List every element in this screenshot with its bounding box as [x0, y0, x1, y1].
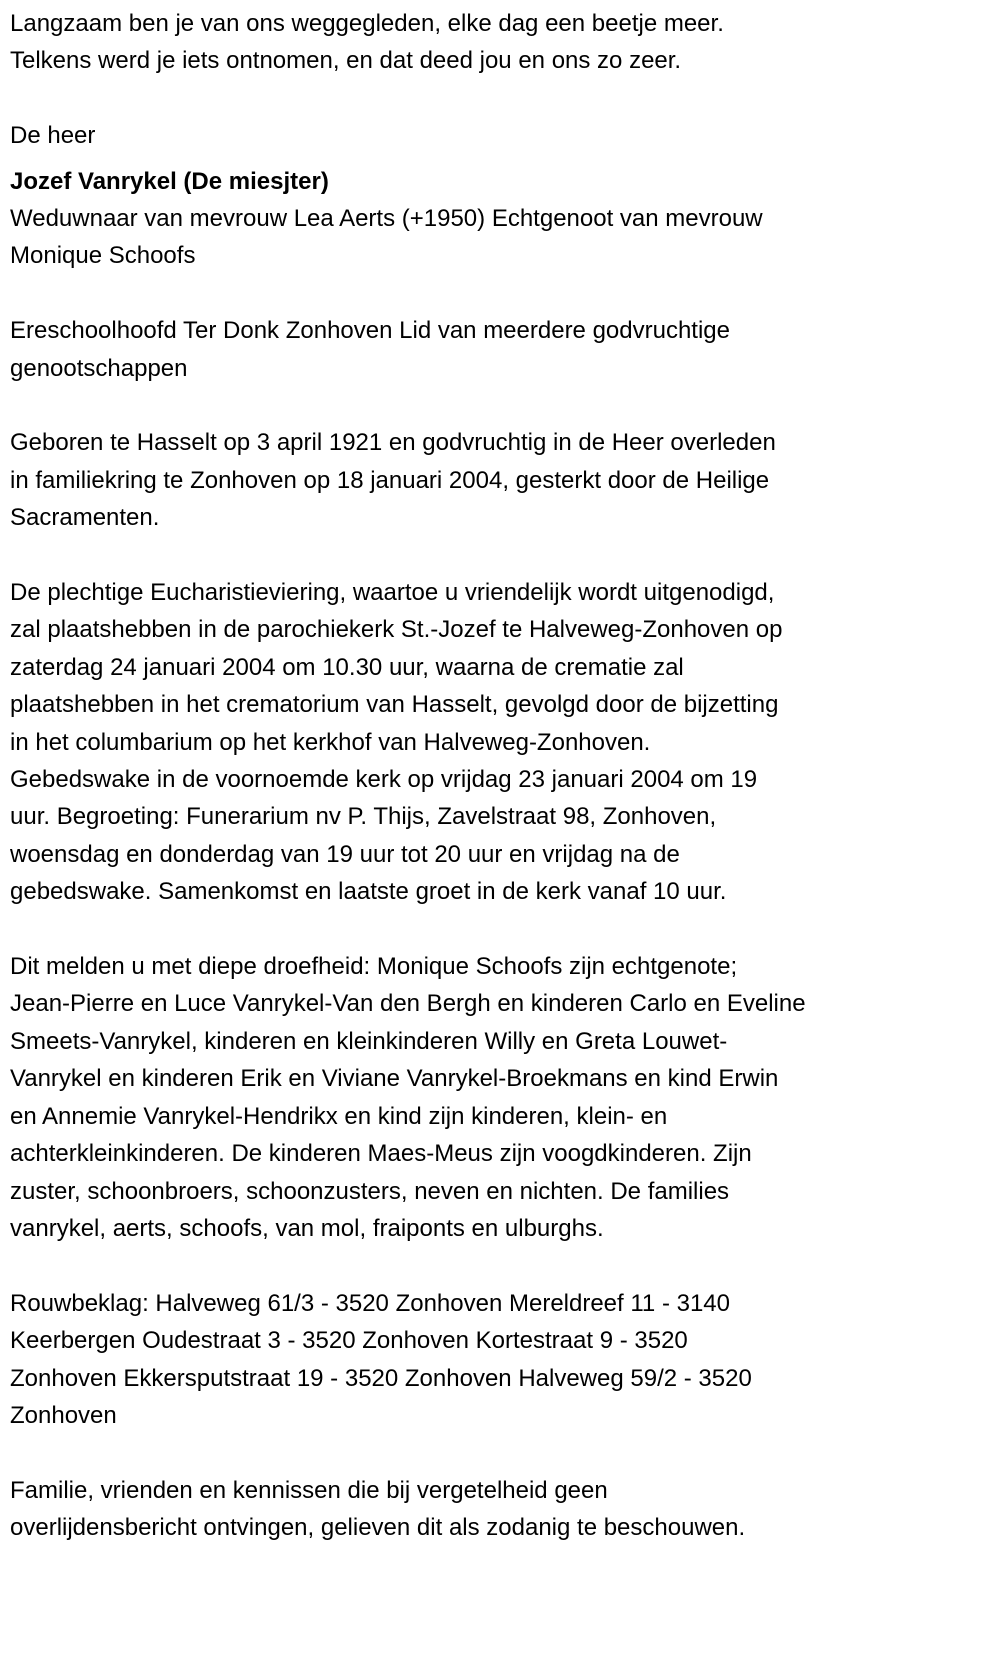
- deceased-name: Jozef Vanrykel (De miesjter): [10, 167, 329, 195]
- birth-death-info: Geboren te Hasselt op 3 april 1921 en godvruchtig in de Heer overleden in familiekring te Zonhoven op 18 januari 2004, gesterkt door de Heilige Sacramenten.: [10, 429, 776, 532]
- ceremony-info: De plechtige Eucharistieviering, waartoe u vriendelijk wordt uitgenodigd, zal plaatshebben in de parochiekerk St.-Jozef te Halveweg-Zonhoven op zaterdag 24 januari 2004 om 10.30 uur, waarna de crematie zal plaatshebben in het crematorium van Hasselt, gevolgd door de bijzetting in het columbarium op het kerkhof van Halveweg-Zonhoven. Gebedswake in de voornoemde kerk op vrijdag 23 januari 2004 om 19 uur. Begroeting: Funerarium nv P. Thijs, Zavelstraat 98, Zonhoven, woensdag en donderdag van 19 uur tot 20 uur en vrijdag na de gebedswake. Samenkomst en laatste groet in de kerk vanaf 10 uur.: [10, 579, 783, 906]
- condolence-addresses: Rouwbeklag: Halveweg 61/3 - 3520 Zonhoven Mereldreef 11 - 3140 Keerbergen Oudestraat 3 - 3520 Zonhoven Kortestraat 9 - 3520 Zonhoven Ekkersputstraat 19 - 3520 Zonhoven Halveweg 59/2 - 3520 Zonhoven: [10, 1289, 752, 1429]
- verse: Langzaam ben je van ons weggegleden, elke dag een beetje meer. Telkens werd je iets ontnomen, en dat deed jou en ons zo zeer.: [10, 10, 724, 75]
- family-info: Dit melden u met diepe droefheid: Monique Schoofs zijn echtgenote; Jean-Pierre en Luce Vanrykel-Van den Bergh en kinderen Carlo en Eveline Smeets-Vanrykel, kinderen en kleinkinderen Willy en Greta Louwet- Vanrykel en kinderen Erik en Viviane Vanrykel-Broekmans en kind Erwin en Annemie Vanrykel-Hendrikx en kind zijn kinderen, klein- en achterkleinkinderen. De kinderen Maes-Meus zijn voogdkinderen. Zijn zuster, schoonbroers, schoonzusters, neven en nichten. De families vanrykel, aerts, schoofs, van mol, fraiponts en ulburghs.: [10, 953, 806, 1242]
- salutation: De heer: [10, 122, 96, 150]
- roles-info: Ereschoolhoofd Ter Donk Zonhoven Lid van meerdere godvruchtige genootschappen: [10, 317, 730, 382]
- spouse-info: Weduwnaar van mevrouw Lea Aerts (+1950) Echtgenoot van mevrouw Monique Schoofs: [10, 205, 763, 270]
- closing-text: Familie, vrienden en kennissen die bij vergetelheid geen overlijdensbericht ontvingen, gelieven dit als zodanig te beschouwen.: [10, 1476, 746, 1542]
